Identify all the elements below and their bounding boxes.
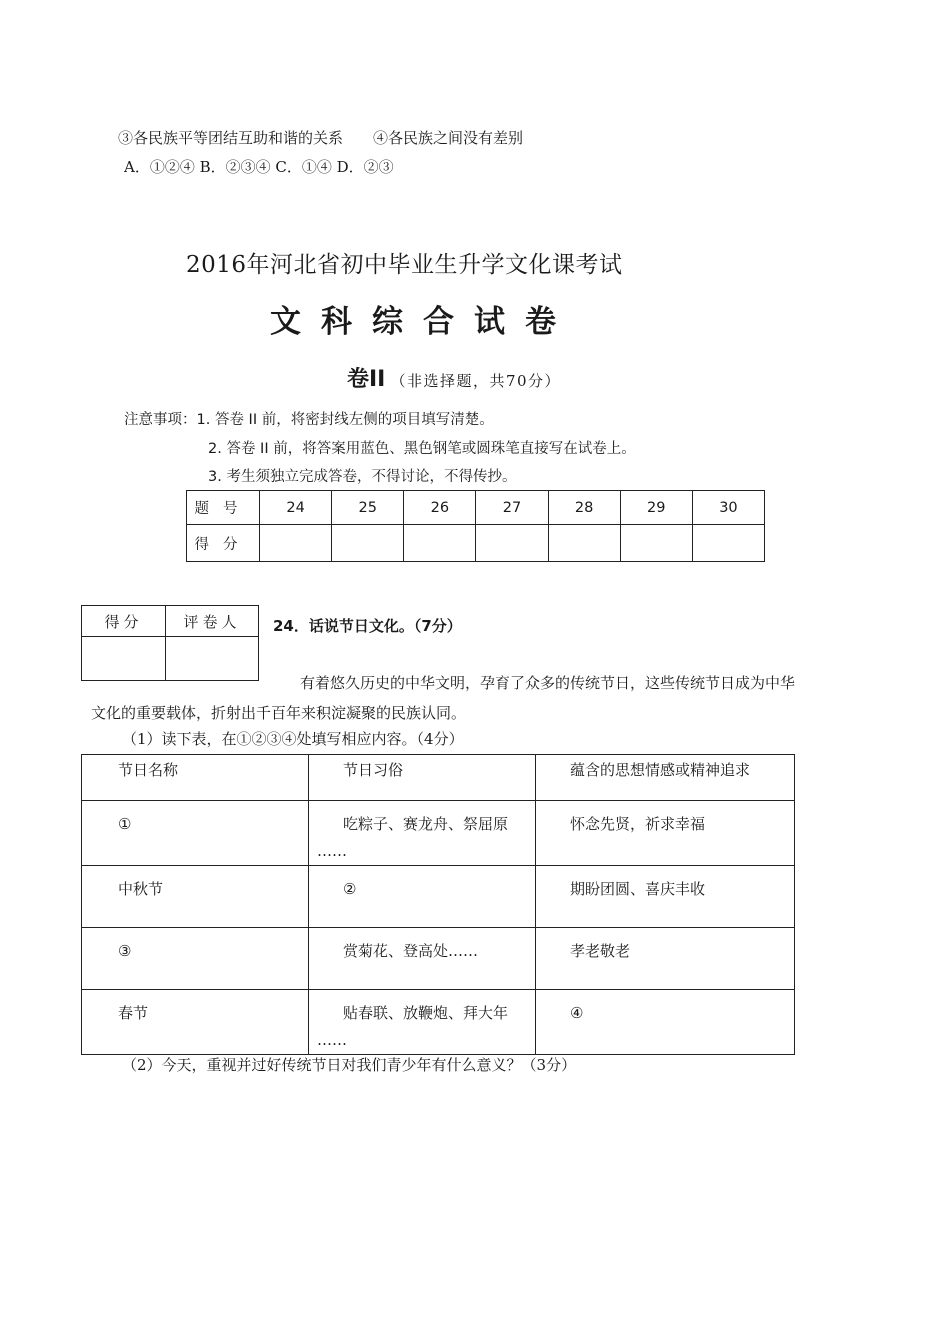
festival-header-spirit: 蕴含的思想情感或精神追求	[536, 755, 795, 801]
score-cell-30[interactable]	[692, 525, 764, 562]
score-table-score-row	[187, 525, 765, 562]
score-cell-27[interactable]	[476, 525, 548, 562]
festival-row	[82, 866, 795, 928]
grader-score-label: 得分	[82, 606, 166, 637]
festival-row-4-custom-a: 贴春联、放鞭炮、拜大年	[343, 1004, 509, 1022]
score-table	[186, 490, 765, 562]
grader-reviewer-label: 评卷人	[166, 606, 259, 637]
grader-table	[81, 605, 259, 681]
festival-row-4-spirit: ④	[536, 990, 795, 1055]
festival-header-name: 节日名称	[82, 755, 309, 801]
festival-row-2-name: 中秋节	[82, 866, 309, 928]
festival-row-1-spirit: 怀念先贤，祈求幸福	[536, 801, 795, 866]
score-cell-24[interactable]	[260, 525, 332, 562]
score-col-25: 25	[332, 491, 404, 525]
festival-row-4-name: 春节	[82, 990, 309, 1055]
score-cell-25[interactable]	[332, 525, 404, 562]
grader-header-row	[82, 606, 259, 637]
notice-lead: 注意事项：	[124, 412, 197, 428]
score-cell-29[interactable]	[620, 525, 692, 562]
grader-input-row	[82, 637, 259, 681]
question-24-sub-1: （1）读下表，在①②③④处填写相应内容。（4分）	[122, 730, 464, 748]
score-cell-28[interactable]	[548, 525, 620, 562]
score-col-24: 24	[260, 491, 332, 525]
question-24-title: 24．话说节日文化。（7分）	[273, 617, 462, 635]
festival-row	[82, 801, 795, 866]
question-24-para-line-1: 有着悠久历史的中华文明，孕育了众多的传统节日，这些传统节日成为中华	[300, 674, 796, 692]
score-col-28: 28	[548, 491, 620, 525]
notice-item-2: 2. 答卷 II 前，将答案用蓝色、黑色钢笔或圆珠笔直接写在试卷上。	[208, 441, 636, 457]
festival-table	[81, 754, 795, 1055]
volume-heading	[347, 362, 561, 393]
festival-row-2-custom	[309, 866, 536, 928]
score-col-30: 30	[692, 491, 764, 525]
volume-label: 卷II	[347, 367, 386, 392]
grader-score-cell[interactable]	[82, 637, 166, 681]
notice-item-3: 3. 考生须独立完成答卷，不得讨论，不得传抄。	[208, 469, 517, 485]
festival-row-2-spirit: 期盼团圆、喜庆丰收	[536, 866, 795, 928]
score-table-header-row	[187, 491, 765, 525]
exam-title: 2016年河北省初中毕业生升学文化课考试	[186, 252, 623, 278]
festival-row-1-custom-a: 吃粽子、赛龙舟、祭屈原	[343, 815, 509, 833]
festival-row-4-custom	[309, 990, 536, 1055]
score-col-29: 29	[620, 491, 692, 525]
grader-reviewer-cell[interactable]	[166, 637, 259, 681]
festival-row-1-custom-b: ……	[317, 842, 347, 860]
festival-row-3-spirit: 孝老敬老	[536, 928, 795, 990]
score-col-27: 27	[476, 491, 548, 525]
score-label-score: 得分	[187, 525, 260, 562]
festival-header-custom	[309, 755, 536, 801]
festival-row	[82, 928, 795, 990]
score-col-26: 26	[404, 491, 476, 525]
notice-item-1	[124, 408, 494, 429]
option-line-3-4: ③各民族平等团结互助和谐的关系 ④各民族之间没有差别	[118, 129, 524, 147]
exam-subtitle: 文科综合试卷	[270, 304, 576, 340]
festival-row-3-name: ③	[82, 928, 309, 990]
festival-row-1-name: ①	[82, 801, 309, 866]
festival-row-4-custom-b: ……	[317, 1031, 347, 1049]
question-24-sub-2: （2）今天，重视并过好传统节日对我们青少年有什么意义？（3分）	[122, 1056, 577, 1074]
festival-row-3-custom-a: 赏菊花、登高处……	[343, 942, 479, 960]
answer-choices: A．①②④ B．②③④ C．①④ D．②③	[124, 158, 394, 176]
question-24-para-line-2: 文化的重要载体，折射出千百年来积淀凝聚的民族认同。	[91, 704, 467, 722]
score-cell-26[interactable]	[404, 525, 476, 562]
festival-row	[82, 990, 795, 1055]
festival-header-row	[82, 755, 795, 801]
festival-row-1-custom	[309, 801, 536, 866]
score-label-question-no: 题号	[187, 491, 260, 525]
festival-row-3-custom	[309, 928, 536, 990]
festival-header-custom-text: 节日习俗	[343, 761, 404, 779]
volume-note: （非选择题，共70分）	[390, 372, 562, 390]
notice-text-1: 1. 答卷 II 前，将密封线左侧的项目填写清楚。	[196, 412, 494, 428]
festival-row-2-custom-a: ②	[343, 880, 357, 898]
